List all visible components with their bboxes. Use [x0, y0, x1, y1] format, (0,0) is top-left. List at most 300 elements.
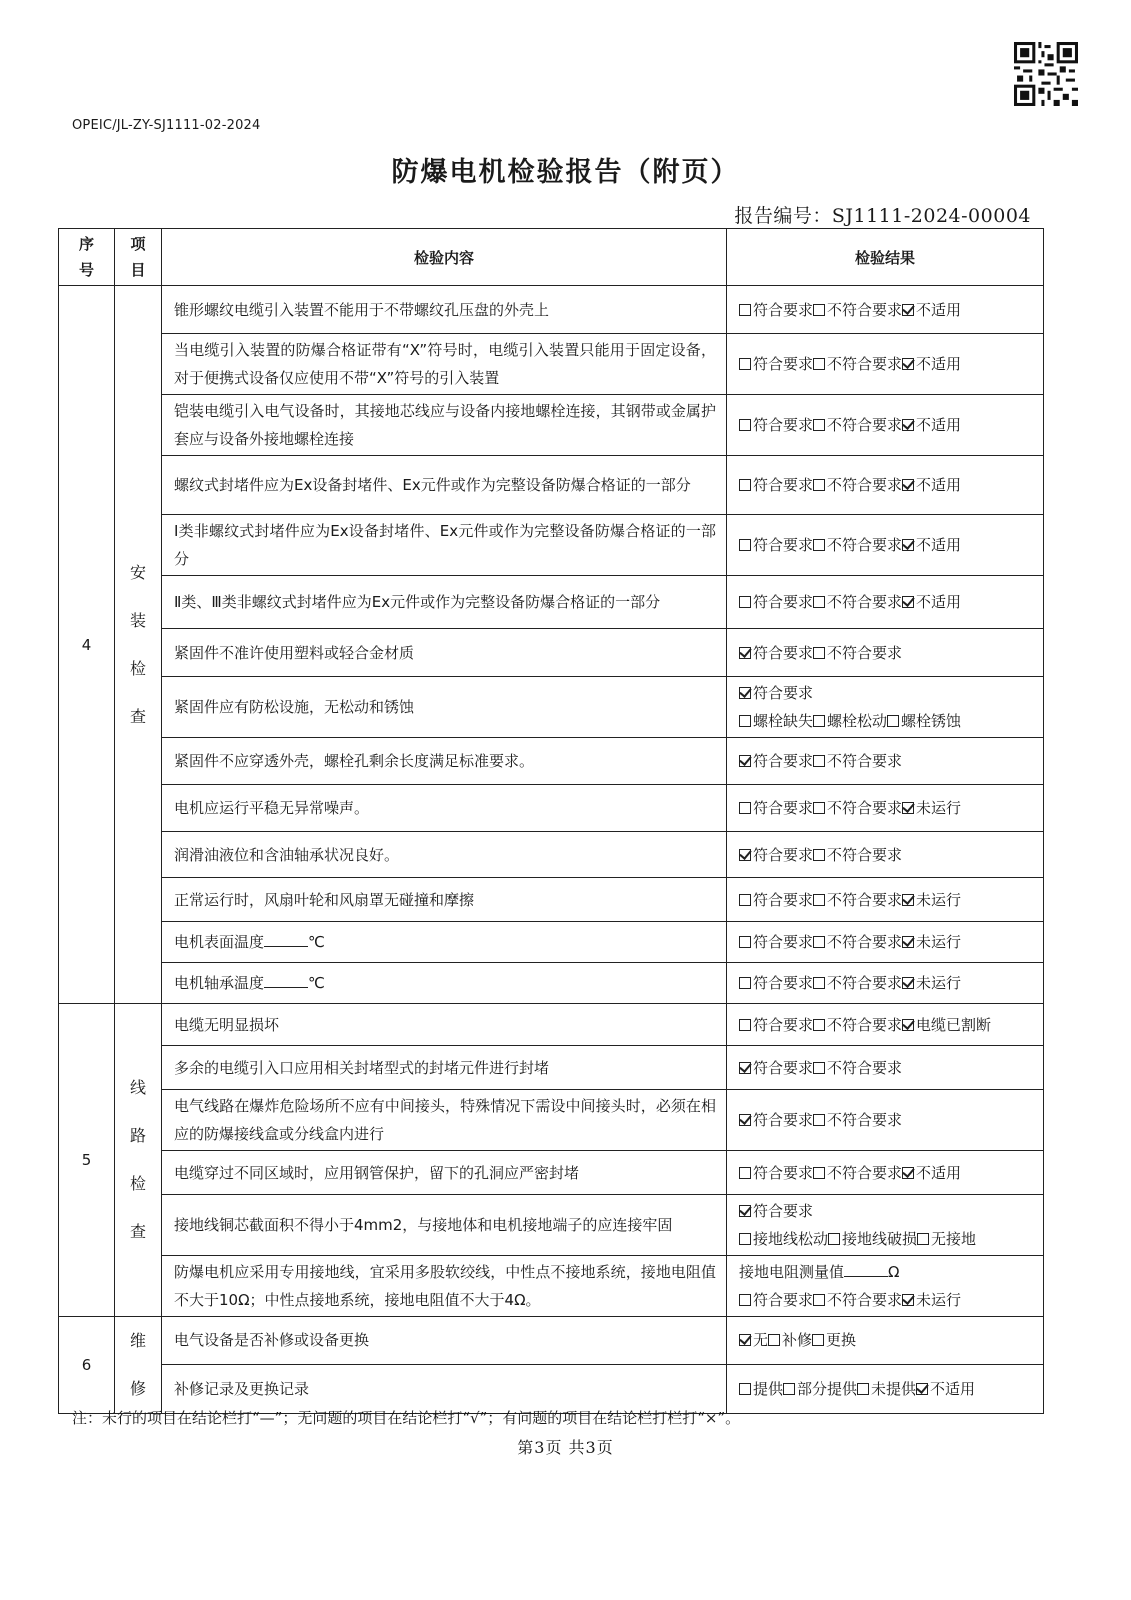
checkbox-icon[interactable]	[739, 1383, 751, 1395]
result-option[interactable]	[813, 639, 902, 667]
result-option[interactable]	[813, 841, 902, 869]
result-option-label: 未运行	[916, 799, 962, 817]
checkbox-icon[interactable]	[813, 479, 825, 491]
result-option[interactable]	[813, 886, 902, 914]
result-option[interactable]	[739, 1225, 828, 1253]
result-option[interactable]	[813, 794, 902, 822]
checked-box-icon[interactable]	[739, 1114, 751, 1126]
table-header-row	[59, 229, 1044, 286]
content-suffix: ℃	[308, 974, 325, 992]
inspection-result	[727, 456, 1044, 515]
table-row	[59, 878, 1044, 922]
inspection-result	[727, 629, 1044, 677]
content-prefix: 电机表面温度	[174, 933, 265, 951]
inspection-content	[162, 922, 727, 963]
result-option-label: 螺栓锈蚀	[901, 712, 962, 730]
result-option-label: 不适用	[916, 536, 962, 554]
inspection-content: 防爆电机应采用专用接地线，宜采用多股软绞线，中性点不接地系统，接地电阻值不大于10Ω；中性点接地系统，接地电阻值不大于4Ω。	[162, 1256, 727, 1317]
result-option[interactable]	[887, 707, 961, 735]
result-option[interactable]	[739, 471, 813, 499]
result-option[interactable]	[739, 411, 813, 439]
section-category-label: 维修	[129, 1331, 146, 1398]
section-category	[115, 1004, 162, 1317]
result-option-label: 不符合要求	[827, 974, 903, 992]
checkbox-icon[interactable]	[739, 977, 751, 989]
result-option-label: 符合要求	[753, 752, 814, 770]
result-option[interactable]	[739, 794, 813, 822]
inspection-result	[727, 1317, 1044, 1365]
page-number: 第3页 共3页	[517, 1438, 614, 1457]
inspection-result	[727, 1151, 1044, 1195]
result-option-label: 未提供	[871, 1379, 917, 1398]
result-option[interactable]	[739, 886, 813, 914]
result-option[interactable]	[739, 588, 813, 616]
result-option[interactable]	[739, 841, 813, 869]
checked-box-icon[interactable]	[739, 755, 751, 767]
checked-box-icon[interactable]	[902, 539, 914, 551]
checkbox-icon[interactable]	[813, 894, 825, 906]
result-option-label: 不适用	[916, 593, 962, 611]
inspection-result	[727, 785, 1044, 832]
result-option-label: 更换	[826, 1331, 857, 1350]
result-line	[739, 1011, 1035, 1039]
result-line	[739, 886, 1035, 914]
result-line	[739, 1326, 1035, 1354]
result-option[interactable]	[813, 928, 902, 956]
result-option[interactable]	[739, 1286, 813, 1314]
result-option-label: 不符合要求	[827, 476, 903, 494]
result-option-label: 符合要求	[753, 536, 814, 554]
inspection-result	[727, 738, 1044, 785]
section-category	[115, 1317, 162, 1414]
checkbox-icon[interactable]	[813, 755, 825, 767]
checked-box-icon[interactable]	[739, 1062, 751, 1074]
section-category-label: 线路检查	[129, 1078, 146, 1241]
inspection-result	[727, 963, 1044, 1004]
result-option[interactable]	[768, 1326, 812, 1354]
checked-box-icon[interactable]	[916, 1383, 928, 1395]
result-option-label: 符合要求	[753, 355, 814, 373]
qr-code	[1014, 42, 1078, 106]
checked-box-icon[interactable]	[739, 1205, 751, 1217]
result-option[interactable]	[739, 707, 813, 735]
result-option-label: 不符合要求	[827, 1163, 903, 1182]
header-no: 序号	[59, 229, 115, 286]
table-row	[59, 1090, 1044, 1151]
result-option[interactable]	[902, 296, 961, 324]
checked-box-icon[interactable]	[739, 1334, 751, 1346]
result-option[interactable]	[783, 1375, 857, 1403]
result-option[interactable]	[739, 531, 813, 559]
table-row	[59, 785, 1044, 832]
result-line	[739, 928, 1035, 956]
checkbox-icon[interactable]	[813, 936, 825, 948]
result-line	[739, 471, 1035, 499]
footnote: 注：未行的项目在结论栏打“—”；无问题的项目在结论栏打“√”；有问题的项目在结论栏打栏打“×”。	[72, 1409, 741, 1427]
checkbox-icon[interactable]	[887, 715, 899, 727]
inspection-content: 电机应运行平稳无异常噪声。	[162, 785, 727, 832]
result-option[interactable]	[813, 531, 902, 559]
checkbox-icon[interactable]	[739, 419, 751, 431]
table-row	[59, 1004, 1044, 1046]
inspection-content	[162, 963, 727, 1004]
result-option[interactable]	[739, 350, 813, 378]
result-option-label: 不适用	[930, 1379, 976, 1398]
checkbox-icon[interactable]	[917, 1233, 929, 1245]
result-option[interactable]	[813, 747, 902, 775]
inspection-content: 紧固件应有防松设施，无松动和锈蚀	[162, 677, 727, 738]
result-option-label: 不符合要求	[827, 1291, 903, 1309]
result-option-label: 螺栓松动	[827, 712, 888, 730]
result-option-label: 接地线破损	[842, 1230, 918, 1248]
checked-box-icon[interactable]	[902, 479, 914, 491]
result-option-label: 不符合要求	[827, 933, 903, 951]
checked-box-icon[interactable]	[902, 802, 914, 814]
section-number: 6	[59, 1317, 115, 1414]
checkbox-icon[interactable]	[739, 1294, 751, 1306]
result-line	[739, 679, 1035, 707]
section-category	[115, 286, 162, 1004]
checkbox-icon[interactable]	[812, 1334, 824, 1346]
result-option-label: 不适用	[916, 416, 962, 434]
content-prefix: 电机轴承温度	[174, 974, 265, 992]
checkbox-icon[interactable]	[739, 539, 751, 551]
inspection-content: 电缆无明显损坏	[162, 1004, 727, 1046]
table-row	[59, 922, 1044, 963]
result-option-label: 接地线松动	[753, 1230, 829, 1248]
result-option-label: 符合要求	[753, 1202, 814, 1220]
result-option-label: 提供	[753, 1379, 784, 1398]
result-option[interactable]	[902, 588, 961, 616]
result-option-label: 符合要求	[753, 416, 814, 434]
inspection-result	[727, 1090, 1044, 1151]
result-option[interactable]	[739, 1197, 813, 1225]
result-line	[739, 1106, 1035, 1134]
result-option-label: 符合要求	[753, 643, 814, 662]
table-row	[59, 1046, 1044, 1090]
result-option[interactable]	[857, 1375, 916, 1403]
result-option[interactable]	[902, 531, 961, 559]
result-option-label: 不符合要求	[827, 300, 903, 319]
inspection-content: Ⅰ类非螺纹式封堵件应为Ex设备封堵件、Ex元件或作为完整设备防爆合格证的一部分	[162, 515, 727, 576]
result-option[interactable]	[902, 1159, 961, 1187]
result-option[interactable]	[739, 928, 813, 956]
checkbox-icon[interactable]	[813, 715, 825, 727]
result-option-label: 未运行	[916, 933, 962, 951]
inspection-content: Ⅱ类、Ⅲ类非螺纹式封堵件应为Ex元件或作为完整设备防爆合格证的一部分	[162, 576, 727, 629]
result-option-label: 补修	[782, 1331, 813, 1350]
result-option[interactable]	[813, 471, 902, 499]
inspection-content: 紧固件不准许使用塑料或轻合金材质	[162, 629, 727, 677]
result-option[interactable]	[813, 411, 902, 439]
result-line	[739, 841, 1035, 869]
result-option[interactable]	[902, 411, 961, 439]
result-option[interactable]	[739, 679, 813, 707]
result-option[interactable]	[739, 639, 813, 667]
checked-box-icon[interactable]	[739, 647, 751, 659]
result-option-label: 未运行	[916, 890, 962, 909]
result-option[interactable]	[813, 969, 902, 997]
inspection-content: 铠装电缆引入电气设备时，其接地芯线应与设备内接地螺栓连接，其钢带或金属护套应与设备外接地螺栓连接	[162, 395, 727, 456]
inspection-result	[727, 1364, 1044, 1413]
result-option[interactable]	[813, 350, 902, 378]
checkbox-icon[interactable]	[813, 304, 825, 316]
report-number: 报告编号：SJ1111-2024-00004	[734, 205, 1031, 227]
result-option-label: 不适用	[916, 300, 962, 319]
result-option-label: 符合要求	[753, 890, 814, 909]
checkbox-icon[interactable]	[813, 539, 825, 551]
checked-box-icon[interactable]	[902, 936, 914, 948]
checkbox-icon[interactable]	[813, 596, 825, 608]
checkbox-icon[interactable]	[813, 647, 825, 659]
checkbox-icon[interactable]	[813, 849, 825, 861]
checked-box-icon[interactable]	[739, 687, 751, 699]
checkbox-icon[interactable]	[739, 894, 751, 906]
inspection-content: 正常运行时，风扇叶轮和风扇罩无碰撞和摩擦	[162, 878, 727, 922]
table-row	[59, 395, 1044, 456]
result-option[interactable]	[902, 794, 961, 822]
header-content: 检验内容	[162, 229, 727, 286]
checkbox-icon[interactable]	[739, 1167, 751, 1179]
checkbox-icon[interactable]	[739, 479, 751, 491]
checkbox-icon[interactable]	[813, 419, 825, 431]
measurement-blank[interactable]	[264, 973, 308, 988]
table-row	[59, 576, 1044, 629]
result-option-label: 不符合要求	[827, 1015, 903, 1034]
result-option[interactable]	[739, 747, 813, 775]
inspection-content: 当电缆引入装置的防爆合格证带有“X”符号时，电缆引入装置只能用于固定设备，对于便携式设备仅应使用不带“X”符号的引入装置	[162, 334, 727, 395]
table-row	[59, 963, 1044, 1004]
checkbox-icon[interactable]	[813, 358, 825, 370]
result-line	[739, 531, 1035, 559]
header-result: 检验结果	[727, 229, 1044, 286]
result-option-label: 不适用	[916, 355, 962, 373]
checkbox-icon[interactable]	[739, 1233, 751, 1245]
result-option[interactable]	[739, 1159, 813, 1187]
result-option[interactable]	[828, 1225, 917, 1253]
result-option-label: 符合要求	[753, 1111, 814, 1129]
result-line	[739, 707, 1035, 735]
measurement-blank[interactable]	[264, 932, 308, 947]
result-line	[739, 639, 1035, 667]
inspection-result	[727, 922, 1044, 963]
checkbox-icon[interactable]	[739, 596, 751, 608]
result-option[interactable]	[902, 1286, 961, 1314]
checkbox-icon[interactable]	[783, 1383, 795, 1395]
result-option-label: 未运行	[916, 1291, 962, 1309]
result-option[interactable]	[739, 1326, 768, 1354]
result-option-label: 符合要求	[753, 300, 814, 319]
inspection-result	[727, 334, 1044, 395]
inspection-result	[727, 515, 1044, 576]
result-option[interactable]	[902, 471, 961, 499]
result-line	[739, 1286, 1035, 1314]
checkbox-icon[interactable]	[813, 1167, 825, 1179]
result-option[interactable]	[813, 707, 887, 735]
result-option[interactable]	[813, 296, 902, 324]
checkbox-icon[interactable]	[813, 1062, 825, 1074]
inspection-result	[727, 878, 1044, 922]
inspection-result	[727, 1195, 1044, 1256]
result-option-label: 不符合要求	[827, 536, 903, 554]
checked-box-icon[interactable]	[902, 596, 914, 608]
checked-box-icon[interactable]	[902, 1019, 914, 1031]
result-option[interactable]	[813, 1159, 902, 1187]
result-option[interactable]	[916, 1375, 975, 1403]
result-option[interactable]	[902, 350, 961, 378]
checked-box-icon[interactable]	[902, 1167, 914, 1179]
checkbox-icon[interactable]	[813, 1294, 825, 1306]
result-line	[739, 296, 1035, 324]
result-option-label: 符合要求	[753, 1058, 814, 1077]
checkbox-icon[interactable]	[739, 1019, 751, 1031]
checkbox-icon[interactable]	[739, 715, 751, 727]
result-option-label: 符合要求	[753, 476, 814, 494]
result-option-label: 不符合要求	[827, 593, 903, 611]
checked-box-icon[interactable]	[902, 419, 914, 431]
result-option[interactable]	[813, 1286, 902, 1314]
checkbox-icon[interactable]	[813, 1114, 825, 1126]
result-measurement-line	[739, 1258, 1035, 1286]
result-line	[739, 1197, 1035, 1225]
checkbox-icon[interactable]	[739, 358, 751, 370]
inspection-content: 补修记录及更换记录	[162, 1364, 727, 1413]
content-suffix: ℃	[308, 933, 325, 951]
result-option[interactable]	[917, 1225, 976, 1253]
checked-box-icon[interactable]	[902, 358, 914, 370]
inspection-content: 电气设备是否补修或设备更换	[162, 1317, 727, 1365]
section-number: 5	[59, 1004, 115, 1317]
result-option[interactable]	[813, 1011, 902, 1039]
measurement-blank[interactable]	[844, 1262, 888, 1277]
result-option-label: 符合要求	[753, 799, 814, 817]
result-option-label: 不符合要求	[827, 1111, 903, 1129]
table-row	[59, 1151, 1044, 1195]
inspection-content: 电气线路在爆炸危险场所不应有中间接头，特殊情况下需设中间接头时，必须在相应的防爆接线盒或分线盒内进行	[162, 1090, 727, 1151]
result-line	[739, 794, 1035, 822]
result-option-label: 无接地	[931, 1230, 977, 1248]
result-line	[739, 969, 1035, 997]
result-option-label: 符合要求	[753, 933, 814, 951]
result-option-label: 不符合要求	[827, 355, 903, 373]
result-option-label: 符合要求	[753, 974, 814, 992]
table-row	[59, 1317, 1044, 1365]
checkbox-icon[interactable]	[813, 977, 825, 989]
page-title: 防爆电机检验报告（附页）	[391, 157, 740, 188]
checked-box-icon[interactable]	[902, 894, 914, 906]
result-option-label: 电缆已割断	[916, 1015, 992, 1034]
inspection-content: 紧固件不应穿透外壳，螺栓孔剩余长度满足标准要求。	[162, 738, 727, 785]
result-option[interactable]	[739, 296, 813, 324]
result-option-label: 不符合要求	[827, 752, 903, 770]
checkbox-icon[interactable]	[828, 1233, 840, 1245]
result-line	[739, 1375, 1035, 1403]
checked-box-icon[interactable]	[902, 977, 914, 989]
result-option-label: 不符合要求	[827, 1058, 903, 1077]
checked-box-icon[interactable]	[902, 1294, 914, 1306]
result-option[interactable]	[902, 1011, 991, 1039]
result-option[interactable]	[739, 1375, 783, 1403]
result-option-label: 符合要求	[753, 593, 814, 611]
result-option-label: 不符合要求	[827, 799, 903, 817]
checkbox-icon[interactable]	[739, 936, 751, 948]
table-row	[59, 334, 1044, 395]
checked-box-icon[interactable]	[902, 304, 914, 316]
section-number: 4	[59, 286, 115, 1004]
result-option[interactable]	[739, 1106, 813, 1134]
inspection-content: 螺纹式封堵件应为Ex设备封堵件、Ex元件或作为完整设备防爆合格证的一部分	[162, 456, 727, 515]
inspection-content: 润滑油液位和含油轴承状况良好。	[162, 832, 727, 878]
table-row	[59, 677, 1044, 738]
checkbox-icon[interactable]	[739, 802, 751, 814]
result-option-label: 螺栓缺失	[753, 712, 814, 730]
result-line	[739, 747, 1035, 775]
result-option-label: 符合要求	[753, 1015, 814, 1034]
result-line	[739, 588, 1035, 616]
inspection-content: 接地线铜芯截面积不得小于4mm2，与接地体和电机接地端子的应连接牢固	[162, 1195, 727, 1256]
table-row	[59, 629, 1044, 677]
result-option-label: 符合要求	[753, 845, 814, 864]
result-option-label: 不符合要求	[827, 890, 903, 909]
result-line	[739, 411, 1035, 439]
checkbox-icon[interactable]	[768, 1334, 780, 1346]
inspection-table	[58, 228, 1044, 1414]
result-line	[739, 1054, 1035, 1082]
inspection-result	[727, 832, 1044, 878]
table-row	[59, 456, 1044, 515]
result-option-label: 无	[753, 1331, 769, 1350]
checkbox-icon[interactable]	[813, 1019, 825, 1031]
result-option[interactable]	[813, 1106, 902, 1134]
table-row	[59, 515, 1044, 576]
result-option-label: 符合要求	[753, 1163, 814, 1182]
result-option-label: 不符合要求	[827, 643, 903, 662]
result-option[interactable]	[812, 1326, 856, 1354]
result-option[interactable]	[902, 969, 961, 997]
result-option[interactable]	[739, 1011, 813, 1039]
result-line	[739, 1225, 1035, 1253]
result-option[interactable]	[739, 969, 813, 997]
inspection-result	[727, 286, 1044, 334]
inspection-content: 锥形螺纹电缆引入装置不能用于不带螺纹孔压盘的外壳上	[162, 286, 727, 334]
result-option[interactable]	[813, 588, 902, 616]
inspection-result	[727, 395, 1044, 456]
checkbox-icon[interactable]	[739, 304, 751, 316]
table-row	[59, 1195, 1044, 1256]
inspection-result	[727, 576, 1044, 629]
result-option[interactable]	[902, 886, 961, 914]
result-option-label: 不符合要求	[827, 416, 903, 434]
checked-box-icon[interactable]	[739, 849, 751, 861]
document-code: OPEIC/JL-ZY-SJ1111-02-2024	[72, 118, 261, 133]
header-item: 项目	[115, 229, 162, 286]
checkbox-icon[interactable]	[857, 1383, 869, 1395]
inspection-result	[727, 1256, 1044, 1317]
result-option-label: 不适用	[916, 476, 962, 494]
result-option-label: 符合要求	[753, 684, 814, 702]
inspection-result	[727, 1046, 1044, 1090]
result-suffix: Ω	[888, 1263, 900, 1281]
result-option[interactable]	[813, 1054, 902, 1082]
result-option-label: 符合要求	[753, 1291, 814, 1309]
result-prefix: 接地电阻测量值	[739, 1263, 845, 1281]
result-option[interactable]	[902, 928, 961, 956]
inspection-result	[727, 677, 1044, 738]
inspection-content: 多余的电缆引入口应用相关封堵型式的封堵元件进行封堵	[162, 1046, 727, 1090]
checkbox-icon[interactable]	[813, 802, 825, 814]
table-row	[59, 832, 1044, 878]
result-option[interactable]	[739, 1054, 813, 1082]
